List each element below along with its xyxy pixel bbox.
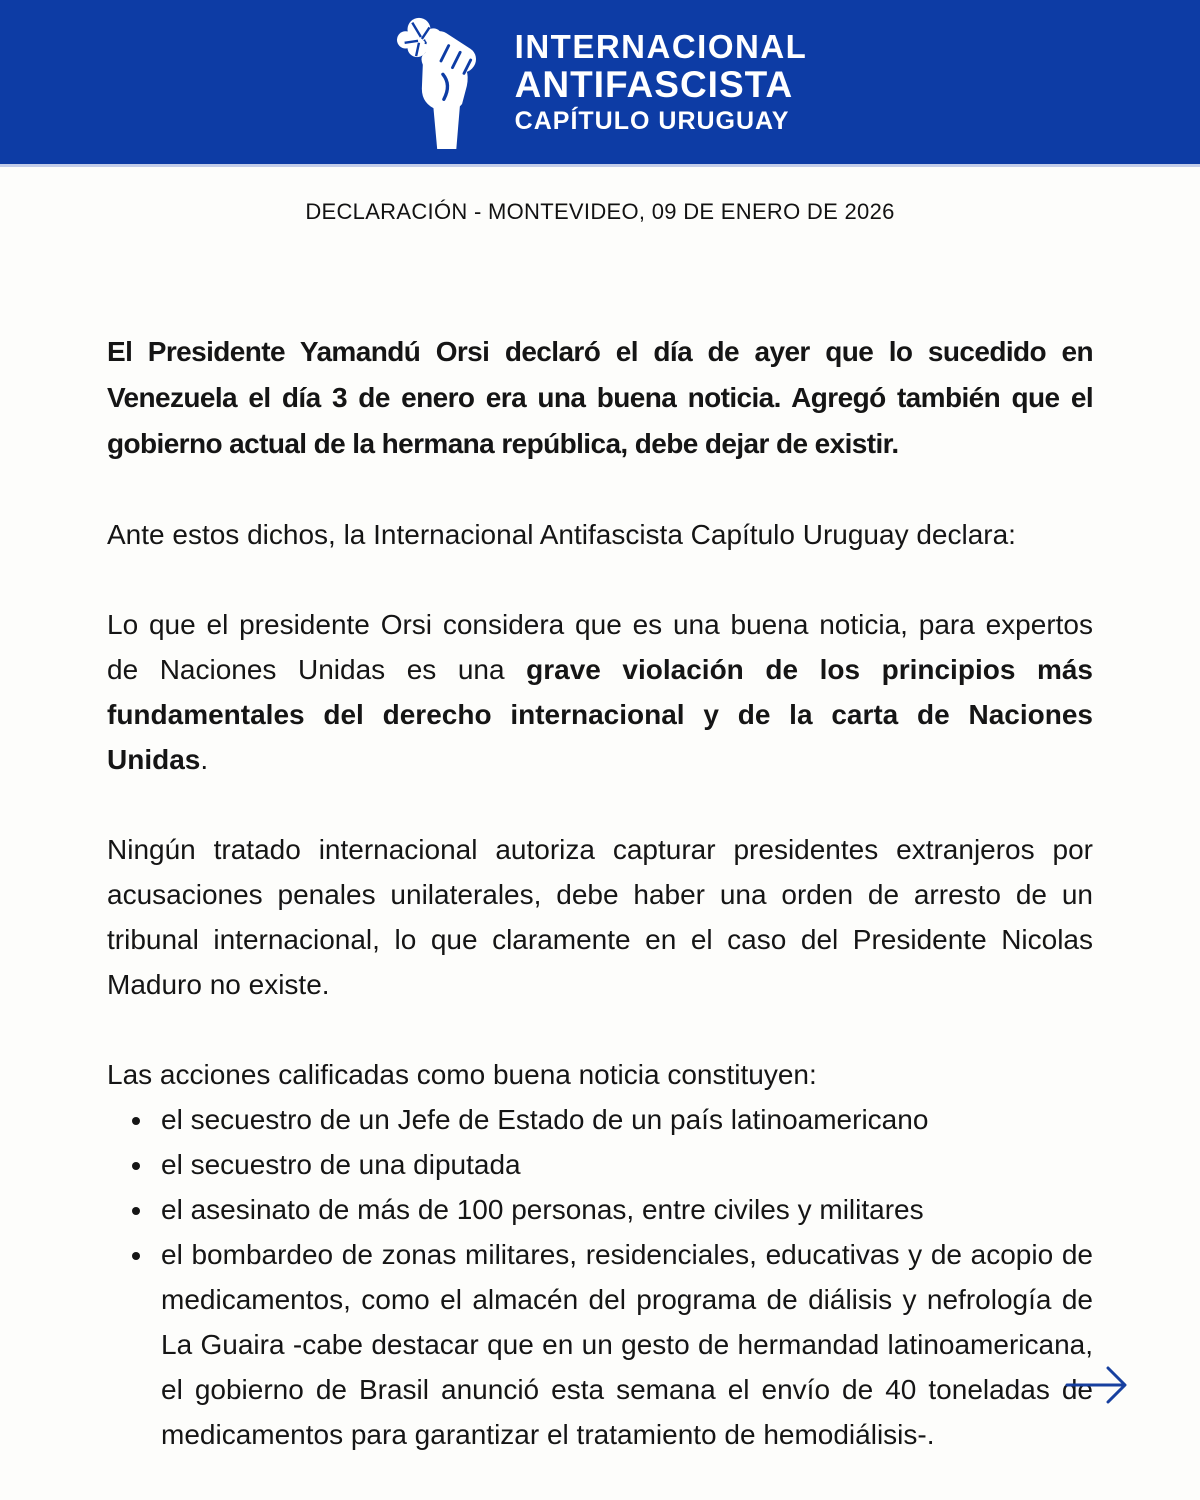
next-page-arrow[interactable]	[1064, 1362, 1130, 1408]
intro-paragraph: El Presidente Yamandú Orsi declaró el día de ayer que lo sucedido en Venezuela el día 3 de enero era una buena noticia. Agregó también que el gobierno actual de la hermana república, debe dejar de existir.	[107, 336, 1093, 459]
list-item: • el secuestro de un Jefe de Estado de un país latinoamericano	[155, 1097, 1093, 1142]
treaty-paragraph: Ningún tratado internacional autoriza capturar presidentes extranjeros por acusaciones penales unilaterales, debe haber una orden de arresto de un tribunal internacional, lo que claramente en el caso del Presidente Nicolas Maduro no existe.	[107, 834, 1093, 1000]
list-item: • el asesinato de más de 100 personas, entre civiles y militares	[155, 1187, 1093, 1232]
org-title-lockup	[514, 27, 808, 135]
list-item: • el bombardeo de zonas militares, residenciales, educativas y de acopio de medicamentos, como el almacén del programa de diálisis y nefrología de La Guaira -cabe destacar que en un gesto de hermandad latinoamericana, el gobierno de Brasil anunció esta semana el envío de 40 toneladas de medicamentos para garantizar el tratamiento de hemodiálisis-.	[155, 1232, 1093, 1457]
declaration-body	[0, 329, 1200, 1457]
list-item: • el secuestro de una diputada	[155, 1142, 1093, 1187]
violation-text-prefix: Lo que el presidente Orsi considera que es una buena noticia, para expertos de Naciones Unidas es una	[107, 609, 1093, 685]
dateline: DECLARACIÓN - MONTEVIDEO, 09 DE ENERO DE 2026	[305, 199, 895, 224]
arrow-right-icon	[1064, 1362, 1130, 1408]
actions-list	[107, 1097, 1093, 1457]
org-title-line3: CAPÍTULO URUGUAY	[514, 106, 790, 135]
violation-text-suffix: .	[200, 744, 209, 775]
ante-paragraph: Ante estos dichos, la Internacional Antifascista Capítulo Uruguay declara:	[107, 519, 1016, 550]
violation-text-bold: grave violación de los principios más fundamentales del derecho internacional y de la carta de Naciones Unidas	[107, 654, 1093, 775]
raised-fist-flower-icon	[393, 15, 489, 149]
actions-list-intro: Las acciones calificadas como buena noticia constituyen:	[107, 1059, 817, 1090]
header-banner	[0, 0, 1200, 167]
org-title-line1: INTERNACIONAL	[514, 27, 808, 65]
violation-paragraph	[107, 602, 1093, 782]
org-title-line2: ANTIFASCISTA	[514, 64, 794, 106]
